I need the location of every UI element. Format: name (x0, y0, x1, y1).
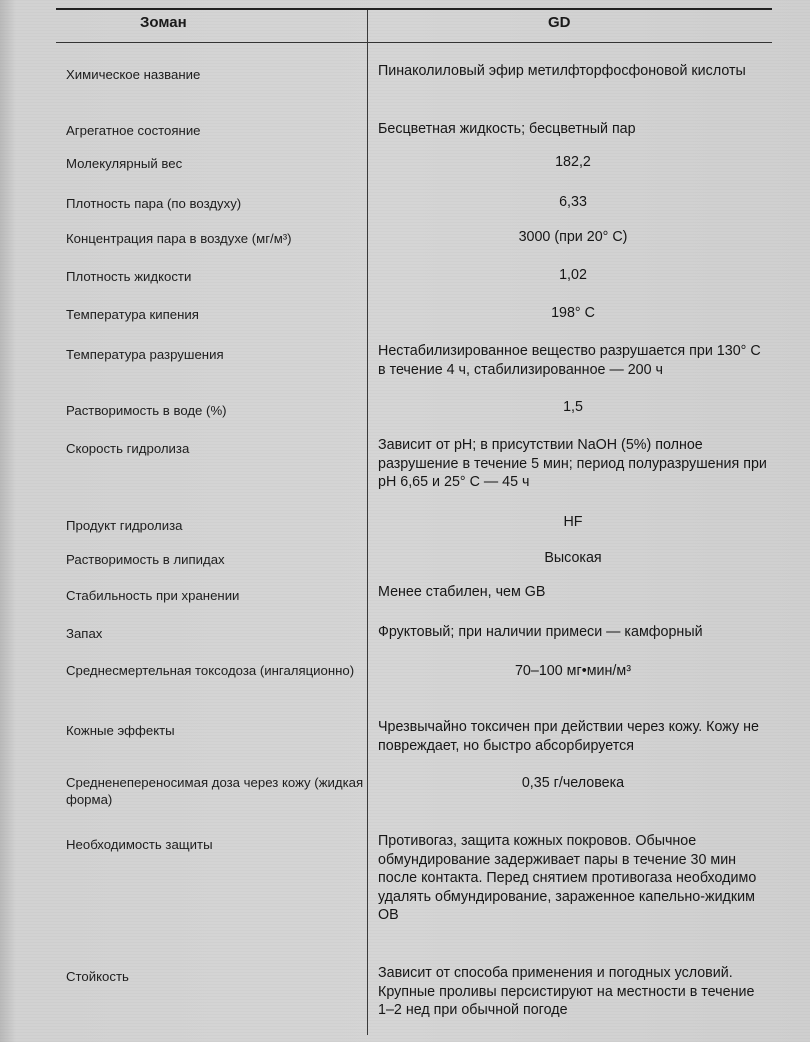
row-label: Плотность жидкости (66, 269, 192, 284)
row-value: Менее стабилен, чем GB (378, 584, 546, 600)
row-value: Зависит от способа применения и погодных условий. Крупные проливы персистируют на местности в течение 1–2 нед при обычной погоде (378, 965, 755, 1018)
row-value: 6,33 (559, 194, 587, 210)
row-label: Запах (66, 626, 103, 641)
table-header-rule (56, 42, 772, 43)
row-value: 0,35 г/человека (521, 775, 625, 791)
row-value: 70–100 мг•мин/м³ (514, 663, 631, 679)
row-label: Необходимость защиты (66, 837, 213, 852)
row-label: Концентрация пара в воздухе (мг/м³) (66, 231, 292, 246)
row-value: Бесцветная жидкость; бесцветный пар (378, 121, 636, 137)
row-label: Среднесмертельная токсодоза (ингаляционно) (66, 663, 355, 678)
row-label: Агрегатное состояние (66, 123, 201, 138)
row-label: Температура кипения (66, 307, 199, 322)
row-value: Чрезвычайно токсичен при действии через кожу. Кожу не повреждает, но быстро абсорбируется (378, 719, 759, 754)
row-value: 3000 (при 20° С) (518, 229, 628, 245)
row-label: Растворимость в липидах (66, 552, 225, 567)
row-value: Высокая (544, 550, 602, 566)
row-value: Фруктовый; при наличии примеси — камфорный (378, 624, 703, 640)
row-label: Кожные эффекты (66, 723, 175, 738)
column-divider (367, 10, 368, 1035)
header-substance-name: Зоман (140, 14, 187, 31)
row-value: Зависит от рН; в присутствии NaOH (5%) полное разрушение в течение 5 мин; период полуразрушения при рН 6,65 и 25° С — 45 ч (378, 437, 767, 490)
row-value: 182,2 (555, 154, 591, 170)
row-label: Скорость гидролиза (66, 441, 190, 456)
row-value: 198° С (551, 305, 595, 321)
row-value: 1,02 (559, 267, 587, 283)
row-label: Растворимость в воде (%) (66, 403, 227, 418)
row-value: 1,5 (563, 399, 583, 415)
row-value: HF (563, 514, 583, 530)
row-value: Нестабилизированное вещество разрушается при 130° С в течение 4 ч, стабилизированное — 200 ч (378, 343, 761, 378)
header-substance-code: GD (548, 14, 571, 31)
row-label: Температура разрушения (66, 347, 224, 362)
row-value: Противогаз, защита кожных покровов. Обычное обмундирование задерживает пары в течение 30 мин после контакта. Перед снятием противогаза необходимо удалять обмундирование, зараженное капельно-жидким ОВ (378, 833, 757, 923)
row-label: Плотность пара (по воздуху) (66, 196, 242, 211)
row-label: Средненепереносимая доза через кожу (жидкая форма) (66, 775, 364, 807)
row-label: Химическое название (66, 67, 201, 82)
row-label: Молекулярный вес (66, 156, 183, 171)
row-value: Пинаколиловый эфир метилфторфосфоновой кислоты (378, 63, 746, 79)
row-label: Стойкость (66, 969, 129, 984)
row-label: Продукт гидролиза (66, 518, 183, 533)
row-label: Стабильность при хранении (66, 588, 240, 603)
table-top-rule (56, 8, 772, 10)
